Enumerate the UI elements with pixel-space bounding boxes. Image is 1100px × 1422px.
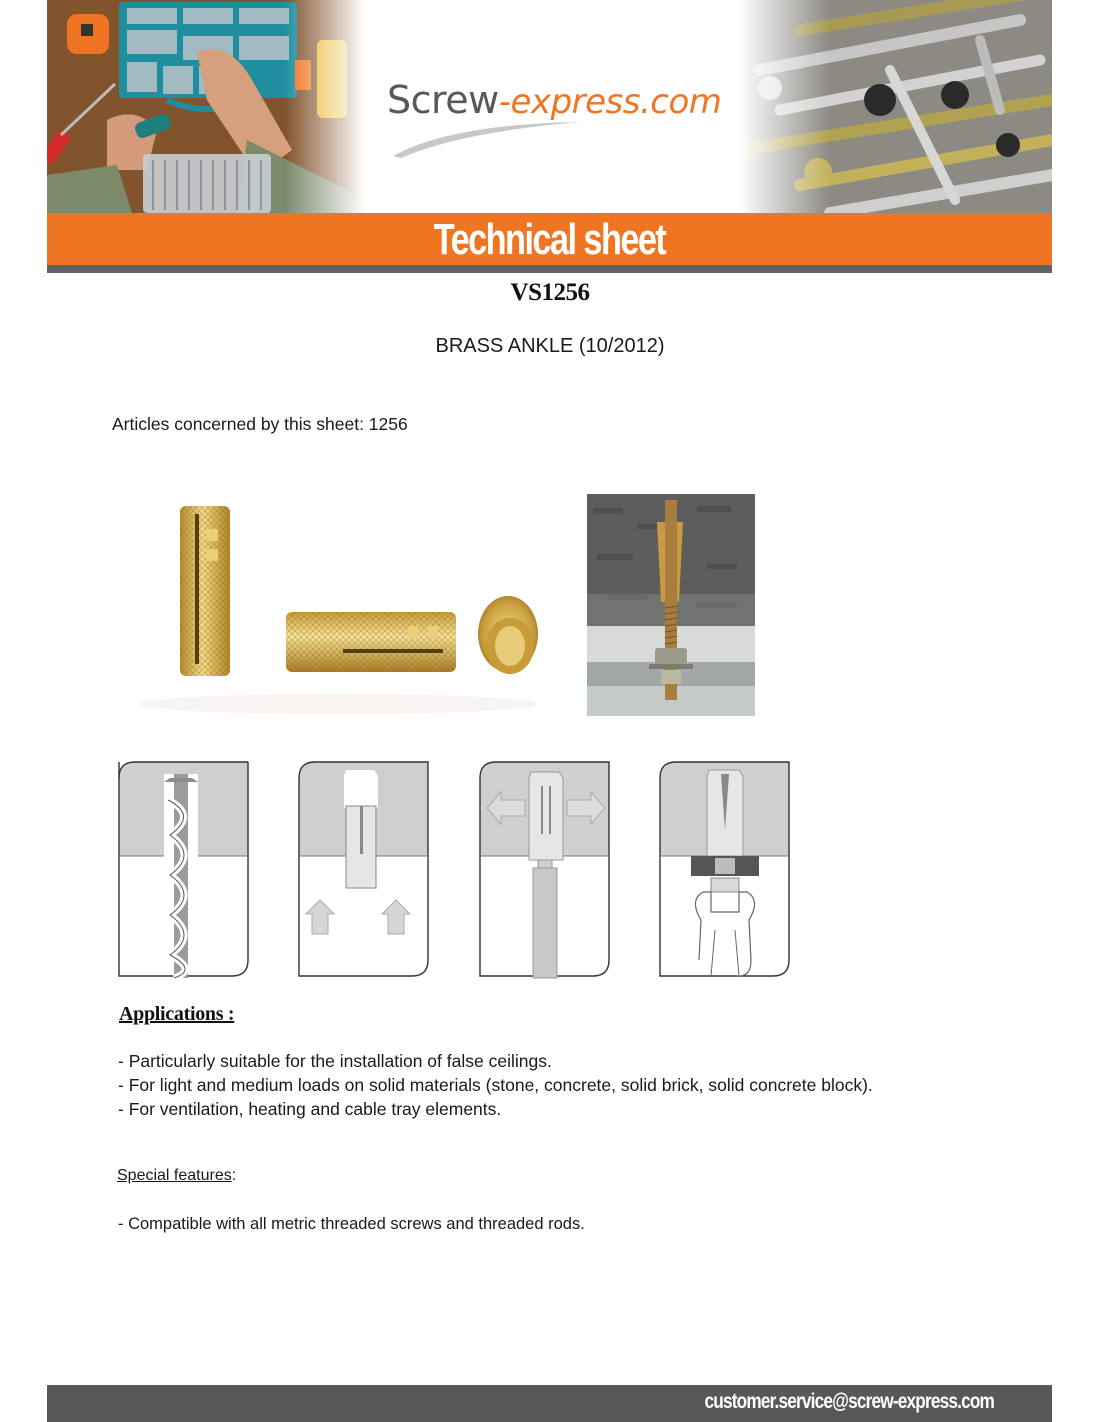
photo-fade	[740, 0, 830, 213]
title-bar-divider	[47, 265, 1052, 273]
list-item: - Compatible with all metric threaded screws and threaded rods.	[118, 1215, 585, 1233]
insert-anchor-illustration	[298, 760, 432, 980]
product-name: BRASS ANKLE (10/2012)	[435, 335, 665, 357]
contact-email-link[interactable]: customer.service@screw-express.com	[704, 1390, 994, 1413]
step-expand-anchor-diagram	[479, 760, 613, 980]
brass-anchors-illustration	[118, 484, 558, 734]
installed-anchor-illustration	[587, 494, 755, 716]
applications-heading: Applications :	[119, 1003, 235, 1025]
brand-logo[interactable]	[387, 78, 727, 168]
step-drill-hole-diagram	[118, 760, 252, 980]
special-features-heading	[117, 1167, 236, 1185]
step-insert-anchor-diagram	[298, 760, 432, 980]
tighten-nut-illustration	[659, 760, 793, 980]
logo-brand-suffix: -express.com	[498, 82, 722, 122]
title-bar	[47, 213, 1052, 265]
logo-brand-name: Screw	[387, 78, 499, 122]
header-banner	[47, 0, 1052, 213]
installation-photo	[587, 494, 755, 716]
logo-swoosh-icon	[391, 118, 591, 158]
articles-concerned: Articles concerned by this sheet: 1256	[112, 414, 408, 434]
product-photo	[118, 484, 558, 734]
special-features-list	[118, 1213, 585, 1235]
list-item: - For light and medium loads on solid materials (stone, concrete, solid brick, solid concrete block).	[118, 1075, 873, 1095]
list-item: - For ventilation, heating and cable tray elements.	[118, 1099, 502, 1119]
workbench-photo	[47, 0, 365, 213]
photo-fade	[285, 0, 365, 213]
special-features-heading-colon: :	[231, 1167, 237, 1184]
step-tighten-nut-diagram	[659, 760, 793, 980]
special-features-heading-label: Special features	[117, 1167, 232, 1184]
footer-bar	[47, 1385, 1052, 1422]
applications-list	[118, 1049, 873, 1121]
drill-bit-illustration	[118, 760, 252, 980]
expand-anchor-illustration	[479, 760, 613, 980]
product-reference: VS1256	[510, 279, 590, 306]
banner-title: Technical sheet	[433, 215, 666, 264]
screws-photo	[740, 0, 1052, 213]
list-item: - Particularly suitable for the installation of false ceilings.	[118, 1051, 552, 1071]
logo-wordmark	[387, 78, 721, 122]
